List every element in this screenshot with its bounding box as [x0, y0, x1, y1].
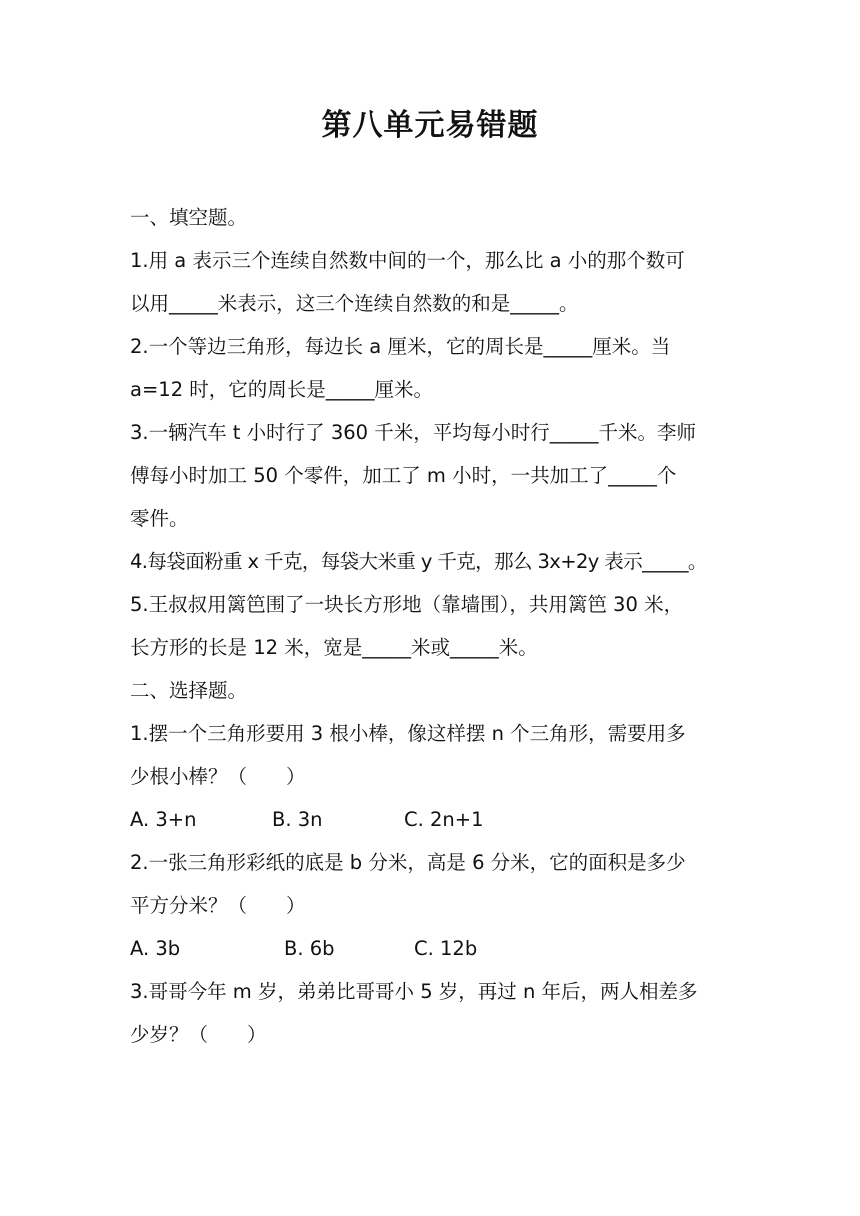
question-line: 2.一张三角形彩纸的底是 b 分米，高是 6 分米，它的面积是多少	[130, 851, 686, 874]
question-line: 1.用 a 表示三个连续自然数中间的一个，那么比 a 小的那个数可	[130, 249, 685, 272]
option-b: B. 6b	[284, 937, 335, 960]
question-line: a=12 时，它的周长是_____厘米。	[130, 378, 434, 401]
fill-question-1	[130, 239, 735, 325]
question-line: 傅每小时加工 50 个零件，加工了 m 小时，一共加工了_____个	[130, 464, 677, 487]
worksheet-content	[130, 196, 735, 1056]
question-line: 3.一辆汽车 t 小时行了 360 千米，平均每小时行_____千米。李师	[130, 421, 697, 444]
choice-question-2	[130, 841, 735, 970]
answer-options	[130, 927, 735, 970]
fill-question-3	[130, 411, 735, 540]
choice-question-3	[130, 970, 735, 1056]
question-line: 2.一个等边三角形，每边长 a 厘米，它的周长是_____厘米。当	[130, 335, 671, 358]
question-line: 5.王叔叔用篱笆围了一块长方形地（靠墙围），共用篱笆 30 米，	[130, 593, 684, 616]
fill-question-2	[130, 325, 735, 411]
question-line: 零件。	[130, 507, 189, 530]
question-line: 3.哥哥今年 m 岁，弟弟比哥哥小 5 岁，再过 n 年后，两人相差多	[130, 980, 698, 1003]
question-line: 4.每袋面粉重 x 千克，每袋大米重 y 千克，那么 3x+2y 表示_____。	[130, 550, 707, 573]
section-heading-fill-in: 一、填空题。	[130, 206, 248, 229]
option-c: C. 12b	[414, 937, 478, 960]
option-a: A. 3+n	[130, 808, 197, 831]
fill-question-5	[130, 583, 735, 669]
option-a: A. 3b	[130, 937, 181, 960]
question-line: 少根小棒？（ ）	[130, 765, 306, 788]
question-line: 少岁？（ ）	[130, 1023, 267, 1046]
question-line: 1.摆一个三角形要用 3 根小棒，像这样摆 n 个三角形，需要用多	[130, 722, 686, 745]
question-line: 长方形的长是 12 米，宽是_____米或_____米。	[130, 636, 538, 659]
fill-question-4	[130, 540, 735, 583]
question-line: 以用_____米表示，这三个连续自然数的和是_____。	[130, 292, 579, 315]
answer-options	[130, 798, 735, 841]
option-b: B. 3n	[272, 808, 323, 831]
choice-question-1	[130, 712, 735, 841]
option-c: C. 2n+1	[404, 808, 484, 831]
question-line: 平方分米？（ ）	[130, 894, 306, 917]
page-title: 第八单元易错题	[321, 108, 539, 143]
section-heading-choice: 二、选择题。	[130, 679, 248, 702]
